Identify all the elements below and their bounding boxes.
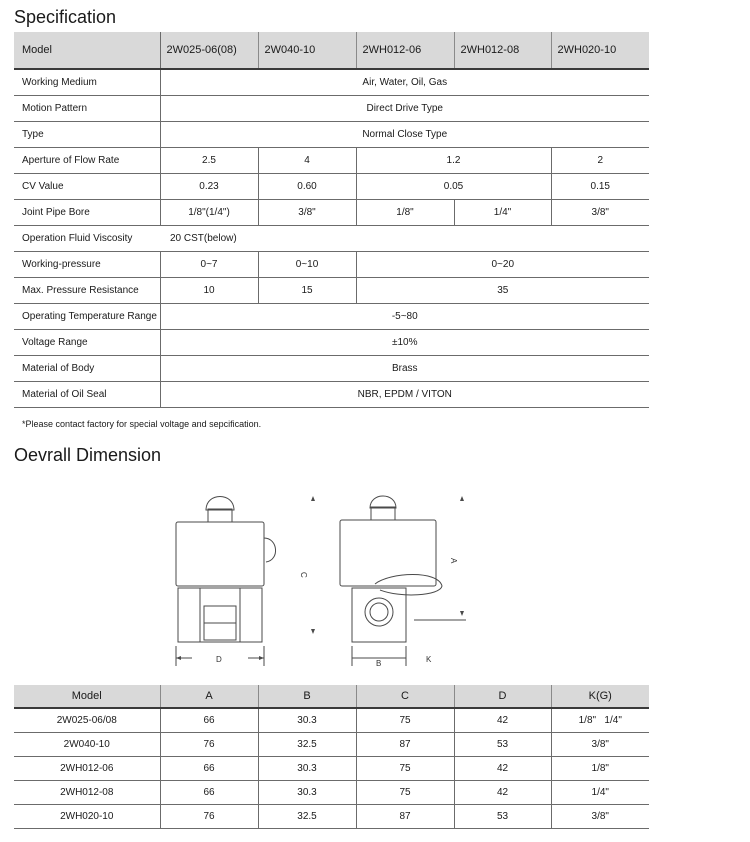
row-value: 0~7: [160, 252, 258, 278]
arrow-right-icon: [259, 656, 264, 660]
dim-header-cell: A: [160, 685, 258, 708]
side-body: [352, 588, 406, 642]
spec-row-cv-value: [14, 174, 649, 200]
front-cap-neck: [208, 509, 232, 522]
dim-cell: 75: [356, 708, 454, 733]
row-value: 0~10: [258, 252, 356, 278]
dim-label-k: K: [426, 655, 432, 664]
row-value: 10: [160, 278, 258, 304]
side-coil: [340, 520, 436, 586]
row-value: 15: [258, 278, 356, 304]
row-value: 1/8": [356, 200, 454, 226]
row-value: 1.2: [356, 148, 551, 174]
row-label: CV Value: [14, 174, 160, 200]
dim-cell: 2W040-10: [14, 733, 160, 757]
row-value: 0.05: [356, 174, 551, 200]
dim-cell: 42: [454, 757, 551, 781]
row-value: 2.5: [160, 148, 258, 174]
dim-cell: 3/8": [551, 733, 649, 757]
spec-header-model-5: 2WH020-10: [551, 32, 649, 69]
dim-cell: 42: [454, 781, 551, 805]
dim-cell: 53: [454, 733, 551, 757]
dim-label-a: A: [449, 558, 458, 564]
dim-cell: 2WH012-06: [14, 757, 160, 781]
row-value: 0.60: [258, 174, 356, 200]
row-label: Operating Temperature Range: [14, 304, 160, 330]
spec-header-model-1: 2W025-06(08): [160, 32, 258, 69]
row-label: Operation Fluid Viscosity: [14, 226, 160, 252]
arrow-up-icon: [311, 496, 315, 501]
dim-header-cell: K(G): [551, 685, 649, 708]
row-label: Working Medium: [14, 69, 160, 96]
dim-cell: 75: [356, 757, 454, 781]
dim-cell: 30.3: [258, 708, 356, 733]
dim-cell: 76: [160, 805, 258, 829]
row-label: Material of Oil Seal: [14, 382, 160, 408]
dim-cell: 42: [454, 708, 551, 733]
side-cap-neck: [371, 507, 395, 520]
valve-dimension-drawing: [170, 488, 480, 670]
dim-cell: 32.5: [258, 805, 356, 829]
dim-cell: 87: [356, 733, 454, 757]
row-value: Direct Drive Type: [160, 96, 649, 122]
row-value: 20 CST(below): [160, 226, 649, 252]
spec-header-row: [14, 32, 649, 69]
dim-cell: 2WH012-08: [14, 781, 160, 805]
row-label: Type: [14, 122, 160, 148]
spec-row-working-medium: [14, 69, 649, 96]
row-value: 1/4": [454, 200, 551, 226]
dim-header-cell: D: [454, 685, 551, 708]
spec-header-model-4: 2WH012-08: [454, 32, 551, 69]
dimension-table: [14, 685, 649, 829]
row-label: Material of Body: [14, 356, 160, 382]
spec-footnote: *Please contact factory for special voltage and sepcification.: [22, 419, 262, 429]
row-value: Normal Close Type: [160, 122, 649, 148]
row-value: NBR, EPDM / VITON: [160, 382, 649, 408]
side-cap: [370, 496, 396, 508]
dim-cell: 2WH020-10: [14, 805, 160, 829]
side-cable: [375, 575, 442, 595]
row-value: 2: [551, 148, 649, 174]
specification-table: [14, 32, 649, 408]
spec-row-voltage-range: [14, 330, 649, 356]
spec-row-working-pressure: [14, 252, 649, 278]
dim-cell: 66: [160, 708, 258, 733]
front-coil: [176, 522, 264, 586]
dim-cell: 30.3: [258, 781, 356, 805]
dim-label-c: C: [299, 572, 308, 578]
table-row: [14, 757, 649, 781]
front-body: [178, 588, 262, 642]
front-connector: [264, 538, 276, 562]
dim-cell: 66: [160, 781, 258, 805]
table-row: [14, 733, 649, 757]
row-value: Brass: [160, 356, 649, 382]
table-row: [14, 708, 649, 733]
row-value: Air, Water, Oil, Gas: [160, 69, 649, 96]
row-value: 3/8": [258, 200, 356, 226]
spec-header-model-label: Model: [14, 32, 160, 69]
dim-cell: 1/4": [551, 781, 649, 805]
arrow-down-icon: [460, 611, 464, 616]
spec-row-motion-pattern: [14, 96, 649, 122]
spec-row-body-material: [14, 356, 649, 382]
row-value: 3/8": [551, 200, 649, 226]
row-label: Working-pressure: [14, 252, 160, 278]
side-port: [365, 598, 393, 626]
dim-cell: 76: [160, 733, 258, 757]
row-label: Max. Pressure Resistance: [14, 278, 160, 304]
spec-row-viscosity: [14, 226, 649, 252]
arrow-left-icon: [176, 656, 181, 660]
row-value: 0~20: [356, 252, 649, 278]
dim-label-b: B: [376, 659, 382, 668]
table-row: [14, 781, 649, 805]
row-value: 1/8"(1/4"): [160, 200, 258, 226]
spec-row-operating-temp: [14, 304, 649, 330]
specification-heading: Specification: [14, 7, 117, 27]
dim-cell: 30.3: [258, 757, 356, 781]
dim-cell: 2W025-06/08: [14, 708, 160, 733]
dim-label-d: D: [216, 655, 222, 664]
row-value: 0.15: [551, 174, 649, 200]
front-cap: [206, 497, 234, 511]
dim-cell: 1/8": [551, 757, 649, 781]
dim-cell: 3/8": [551, 805, 649, 829]
spec-header-model-3: 2WH012-06: [356, 32, 454, 69]
dim-cell: 75: [356, 781, 454, 805]
dim-cell: 1/8" 1/4": [551, 708, 649, 733]
row-value: -5~80: [160, 304, 649, 330]
dimension-heading: Oevrall Dimension: [14, 445, 162, 465]
dim-cell: 66: [160, 757, 258, 781]
row-value: ±10%: [160, 330, 649, 356]
row-value: 4: [258, 148, 356, 174]
row-value: 35: [356, 278, 649, 304]
dim-cell: 87: [356, 805, 454, 829]
dim-cell: 53: [454, 805, 551, 829]
arrow-up-icon: [460, 496, 464, 501]
row-label: Motion Pattern: [14, 96, 160, 122]
dim-cell: 32.5: [258, 733, 356, 757]
dim-header-cell: Model: [14, 685, 160, 708]
spec-row-joint-pipe-bore: [14, 200, 649, 226]
spec-row-aperture: [14, 148, 649, 174]
dim-header-row: [14, 685, 649, 708]
dim-header-cell: C: [356, 685, 454, 708]
row-label: Joint Pipe Bore: [14, 200, 160, 226]
row-label: Aperture of Flow Rate: [14, 148, 160, 174]
spec-row-seal-material: [14, 382, 649, 408]
spec-header-model-2: 2W040-10: [258, 32, 356, 69]
spec-row-max-pressure: [14, 278, 649, 304]
table-row: [14, 805, 649, 829]
spec-row-type: [14, 122, 649, 148]
row-value: 0.23: [160, 174, 258, 200]
arrow-down-icon: [311, 629, 315, 634]
dim-header-cell: B: [258, 685, 356, 708]
row-label: Voltage Range: [14, 330, 160, 356]
